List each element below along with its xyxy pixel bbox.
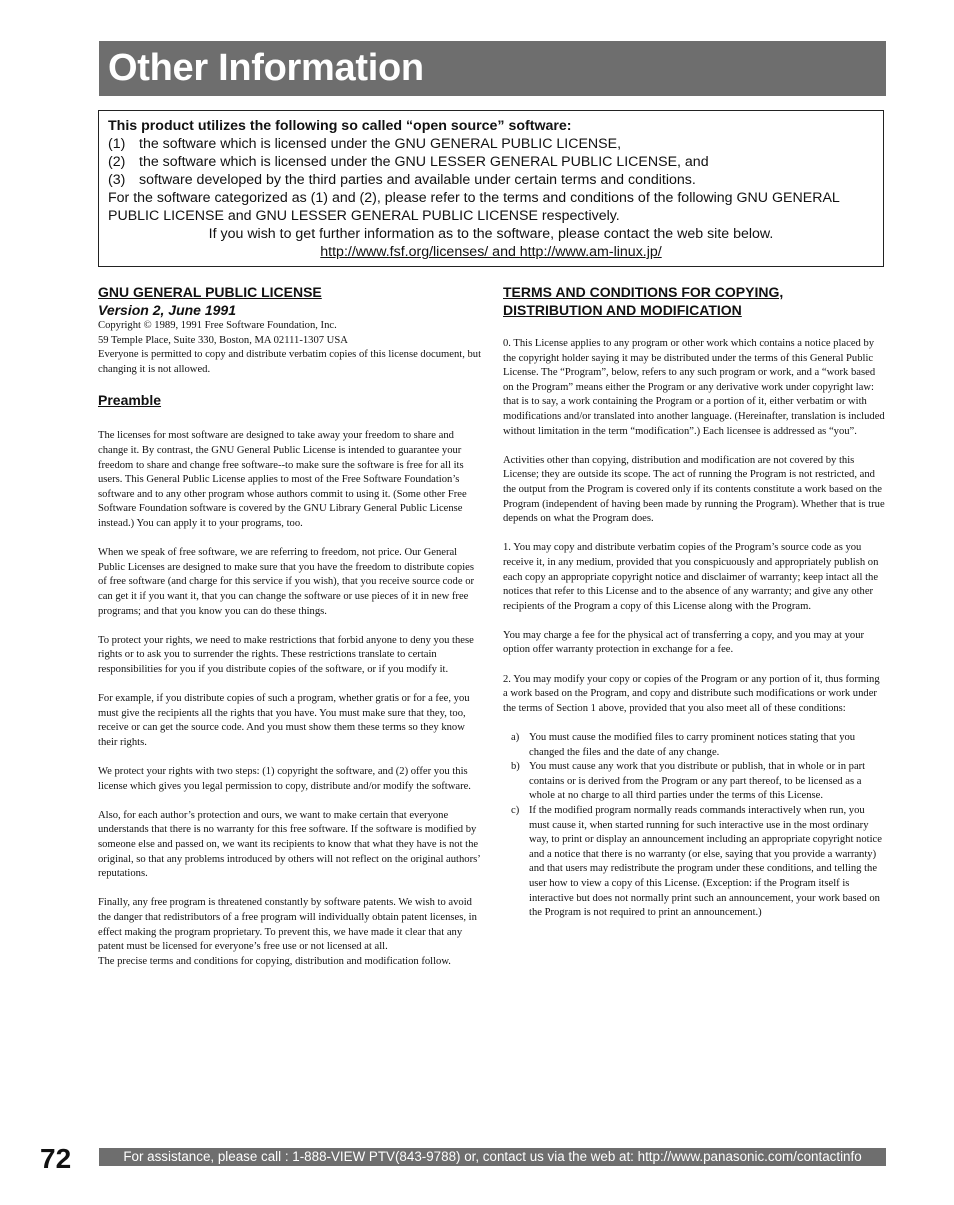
condition-text: You must cause any work that you distribute or publish, that in whole or in part contains or is derived from the Program or any part thereof, to be licensed as a whole at no charge to all third parties under the terms of this License.: [529, 761, 866, 802]
gpl-column: [98, 283, 482, 969]
permission-line: Everyone is permitted to copy and distribute verbatim copies of this license document, but changing it is not allowed.: [98, 349, 482, 375]
copyright-line: Copyright © 1989, 1991 Free Software Foundation, Inc.: [98, 320, 337, 331]
notice-item-text: software developed by the third parties and available under certain terms and conditions.: [139, 172, 696, 188]
terms-column: [503, 283, 886, 921]
terms-paragraph: 2. You may modify your copy or copies of the Program or any portion of it, thus forming a work based on the Program, and copy and distribute such modifications or work under the terms of Section 1 above, provided that you also meet all of these conditions:: [503, 673, 880, 714]
gpl-version: Version 2, June 1991: [98, 302, 236, 318]
preamble-paragraph: We protect your rights with two steps: (1) copyright the software, and (2) offer you this license which gives you legal permission to copy, distribute and/or modify the software.: [98, 766, 471, 792]
license-links[interactable]: http://www.fsf.org/licenses/ and http://www.am-linux.jp/: [320, 244, 662, 260]
condition-mark: b): [511, 761, 520, 773]
preamble-paragraph: When we speak of free software, we are referring to freedom, not price. Our General Public Licenses are designed to make sure that you have the freedom to distribute copies of free software (and charge for this service if you wish), that you receive source code or can get it if you want it, that you can change the software or use pieces of it in new free programs; and that you know you can do these things.: [98, 547, 475, 617]
page-title: Other Information: [108, 47, 424, 89]
preamble-title: Preamble: [98, 392, 162, 409]
notice-item: [108, 153, 874, 171]
notice-item-number: (3): [108, 172, 126, 188]
notice-item-text: the software which is licensed under the GNU GENERAL PUBLIC LICENSE,: [139, 136, 622, 152]
condition-item: [503, 760, 886, 804]
preamble-paragraph: Finally, any free program is threatened constantly by software patents. We wish to avoid the danger that redistributors of a free program will individually obtain patent licenses, in effect making the program proprietary. To prevent this, we have made it clear that any patent must be licensed for everyone’s free use or not licensed at all.: [98, 897, 477, 953]
open-source-notice: [98, 110, 884, 267]
preamble-closing: The precise terms and conditions for copying, distribution and modification follow.: [98, 955, 451, 967]
terms-title-line2: DISTRIBUTION AND MODIFICATION: [503, 302, 742, 318]
terms-paragraph: 0. This License applies to any program or other work which contains a notice placed by the copyright holder saying it may be distributed under the terms of this General Public License. The “Program”, below, refers to any such program or work, and a “work based on the Program” means either the Program or any derivative work under copyright law: that is to say, a work containing the Program or a portion of it, either verbatim or with modifications and/or translated into another language. (Hereinafter, translation is included without limitation in the term “modification”.) Each licensee is addressed as “you”.: [503, 338, 885, 437]
condition-text: You must cause the modified files to carry prominent notices stating that you changed the files and the date of any change.: [529, 732, 856, 758]
notice-item: [108, 135, 874, 153]
terms-paragraph: Activities other than copying, distribution and modification are not covered by this License; they are outside its scope. The act of running the Program is not restricted, and the output from the Program is covered only if its contents constitute a work based on the Program (independent of having been made by running the Program). Whether that is true depends on what the Program does.: [503, 454, 885, 525]
page-number: 72: [40, 1143, 72, 1174]
condition-text: If the modified program normally reads commands interactively when run, you must cause it, when started running for such interactive use in the most ordinary way, to print or display an announcement including an appropriate copyright notice and a notice that there is no warranty (or else, saying that you provide a warranty) and that users may redistribute the program under these conditions, and telling the user how to view a copy of this License. (Exception: if the Program itself is interactive but does not normally print such an announcement, your work based on the Program is not required to print an announcement.): [529, 805, 882, 919]
preamble-paragraph: To protect your rights, we need to make restrictions that forbid anyone to deny you these rights or to ask you to surrender the rights. These restrictions translate to certain responsibilities for you if you distribute copies of the software, or if you modify it.: [98, 634, 474, 675]
gpl-title: GNU GENERAL PUBLIC LICENSE: [98, 284, 322, 300]
notice-item: [108, 171, 874, 189]
assistance-footer: For assistance, please call : 1-888-VIEW PTV(843-9788) or, contact us via the web at: http://www.panasonic.com/contactinfo: [99, 1148, 886, 1166]
conditions-list: [503, 731, 886, 921]
header-bar: [99, 41, 886, 96]
preamble-paragraph: Also, for each author’s protection and ours, we want to make certain that everyone understands that there is no warranty for this free software. If the software is modified by someone else and passed on, we want its recipients to know that what they have is not the original, so that any problems introduced by others will not reflect on the original authors’ reputations.: [98, 809, 480, 880]
notice-heading: This product utilizes the following so called “open source” software:: [108, 118, 572, 134]
notice-item-number: (1): [108, 136, 126, 152]
condition-mark: a): [511, 732, 520, 744]
preamble-paragraph: The licenses for most software are designed to take away your freedom to share and change it. By contrast, the GNU General Public License is intended to guarantee your freedom to share and change free software--to make sure the software is free for all its users. This General Public License applies to most of the Free Software Foundation’s software and to any other program whose authors commit to using it. (Some other Free Software Foundation software is covered by the GNU Library General Public License instead.) You can apply it to your programs, too.: [98, 430, 467, 529]
notice-contact: If you wish to get further information as to the software, please contact the web site below.: [208, 226, 774, 242]
terms-paragraph: You may charge a fee for the physical act of transferring a copy, and you may at your option offer warranty protection in exchange for a fee.: [503, 629, 865, 656]
condition-item: [503, 804, 886, 921]
terms-paragraph: 1. You may copy and distribute verbatim copies of the Program’s source code as you receive it, in any medium, provided that you conspicuously and appropriately publish on each copy an appropriate copyright notice and disclaimer of warranty; keep intact all the notices that refer to this License and to the absence of any warranty; and give any other recipients of the Program a copy of this License along with the Program.: [503, 542, 879, 612]
preamble-paragraph: For example, if you distribute copies of such a program, whether gratis or for a fee, you must give the recipients all the rights that you have. You must make sure that they, too, receive or can get the source code. And you must show them these terms so they know their rights.: [98, 693, 470, 748]
condition-mark: c): [511, 805, 520, 816]
notice-item-text: the software which is licensed under the GNU LESSER GENERAL PUBLIC LICENSE, and: [139, 154, 709, 170]
terms-title-line1: TERMS AND CONDITIONS FOR COPYING,: [503, 284, 784, 300]
condition-item: [503, 731, 886, 760]
address-line: 59 Temple Place, Suite 330, Boston, MA 02111-1307 USA: [98, 334, 348, 346]
notice-body: For the software categorized as (1) and (2), please refer to the terms and conditions of the following GNU GENERAL PUBLIC LICENSE and GNU LESSER GENERAL PUBLIC LICENSE respectively.: [108, 190, 840, 224]
notice-item-number: (2): [108, 154, 126, 170]
